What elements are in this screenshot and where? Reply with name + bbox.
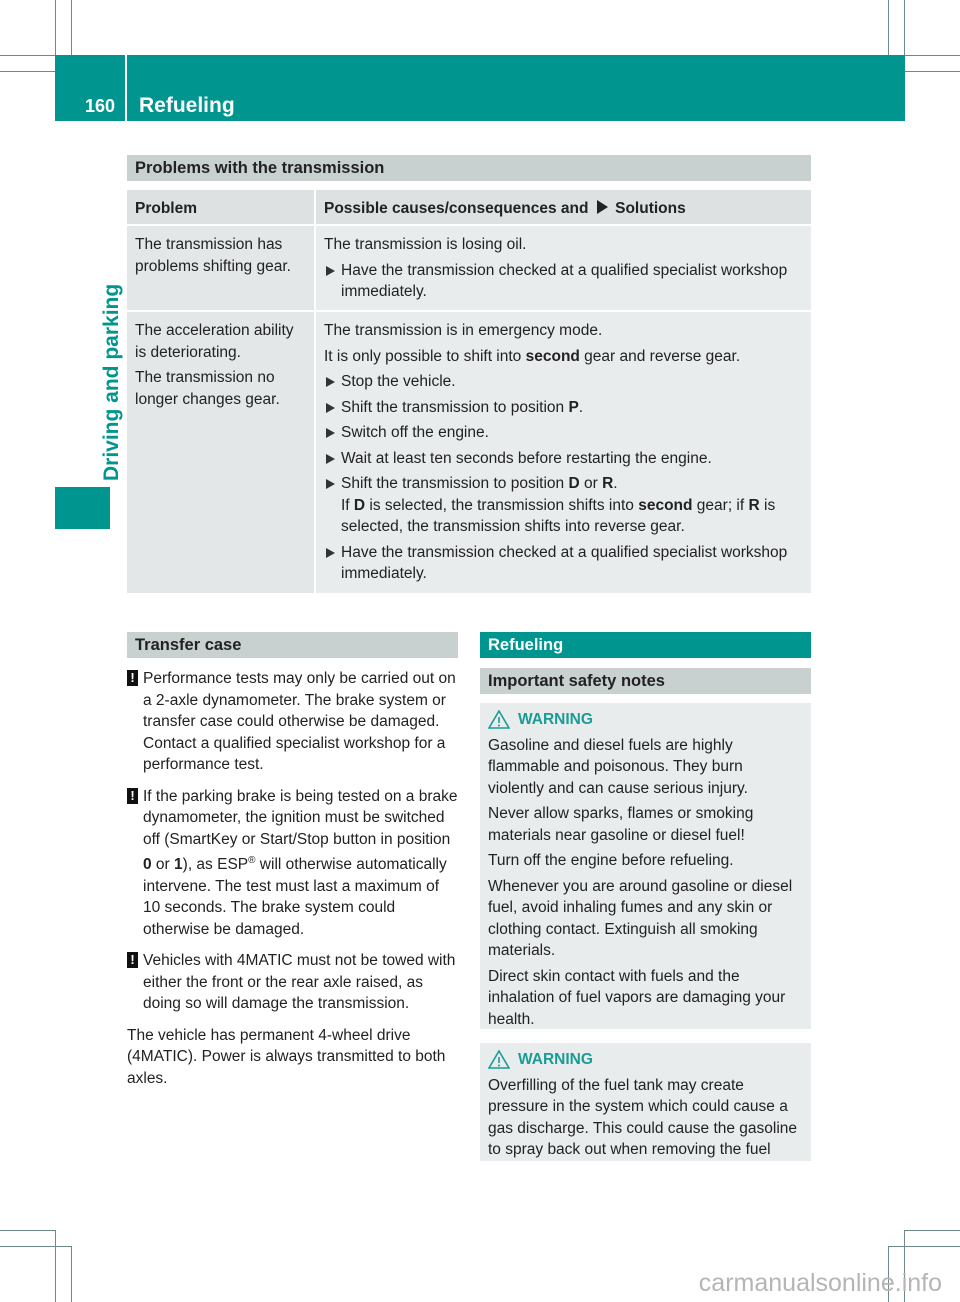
- crop-mark: [888, 0, 889, 55]
- table-row-1-problem: The transmission has problems shifting gear.: [127, 226, 314, 310]
- warning-triangle-icon: [488, 1050, 510, 1069]
- warning-header: [488, 709, 803, 731]
- warning-label: WARNING: [518, 711, 593, 728]
- safety-notes-heading: Important safety notes: [480, 668, 811, 694]
- body-text: The vehicle has permanent 4-wheel drive (4MATIC). Power is always transmitted to both axles.: [127, 1026, 446, 1087]
- step: Have the transmission checked at a qualified specialist workshop immediately.: [324, 542, 803, 585]
- crop-mark: [71, 1246, 72, 1302]
- note: ! Performance tests may only be carried out on a 2-axle dynamometer. The brake system or transfer case could otherwise be damaged. Contact a qualified specialist workshop for a performance test.: [127, 668, 460, 776]
- note: ! Vehicles with 4MATIC must not be towed with either the front or the rear axle raised, as doing so will damage the transmission.: [127, 950, 460, 1015]
- warning-label: WARNING: [518, 1051, 593, 1068]
- side-tab: [55, 121, 123, 529]
- problem-text: The transmission no longer changes gear.: [135, 369, 280, 408]
- cause-text: The transmission is losing oil.: [324, 236, 527, 253]
- crop-mark: [905, 1230, 960, 1231]
- column-header-text: Possible causes/consequences and: [324, 200, 589, 217]
- warning-text: Direct skin contact with fuels and the inhalation of fuel vapors are damaging your health.: [488, 967, 786, 1028]
- step: Stop the vehicle.: [324, 371, 803, 393]
- crop-mark: [55, 0, 56, 55]
- crop-mark: [0, 1230, 55, 1231]
- crop-mark: [904, 0, 905, 55]
- problem-text: The acceleration ability is deteriorating.: [135, 322, 294, 361]
- warning-box-1: [480, 703, 811, 1029]
- crop-mark: [71, 0, 72, 55]
- warning-text: Whenever you are around gasoline or diesel fuel, avoid inhaling fumes and any skin or clothing contact. Extinguish all smoking materials.: [488, 877, 793, 959]
- chapter-header: [127, 55, 905, 121]
- bullet-arrow-icon: [326, 266, 335, 276]
- crop-mark: [0, 71, 55, 72]
- exclamation-icon: !: [127, 952, 138, 968]
- step: Shift the transmission to position D or R. If D is selected, the transmission shifts into second gear; if R is selected, the transmission shifts into reverse gear.: [324, 473, 803, 538]
- note: ! If the parking brake is being tested on a brake dynamometer, the ignition must be switched off (SmartKey or Start/Stop button in position 0 or 1), as ESP® will otherwise automatically intervene. The test must last a maximum of 10 seconds. The brake system could otherwise be damaged.: [127, 786, 460, 941]
- crop-mark: [905, 71, 960, 72]
- warning-header: [488, 1049, 803, 1071]
- column-header-problem: Problem: [127, 190, 314, 224]
- side-tab-marker: [55, 487, 110, 529]
- watermark: carmanualsonline.info: [698, 1269, 942, 1297]
- transfer-case-heading: Transfer case: [127, 632, 458, 658]
- column-header-solutions: [314, 190, 811, 224]
- bullet-arrow-icon: [326, 428, 335, 438]
- crop-mark: [905, 55, 960, 56]
- step: [324, 260, 803, 303]
- bullet-arrow-icon: [326, 454, 335, 464]
- refueling-heading: Refueling: [480, 632, 811, 658]
- bullet-arrow-icon: [326, 548, 335, 558]
- crop-mark: [55, 1230, 56, 1302]
- warning-text: Gasoline and diesel fuels are highly flammable and poisonous. They burn violently and can cause serious injury.: [488, 736, 748, 797]
- side-tab-label: Driving and parking: [100, 283, 123, 481]
- table-title: Problems with the transmission: [127, 155, 811, 181]
- step: Wait at least ten seconds before restarting the engine.: [324, 448, 803, 470]
- page-number-box: [55, 55, 125, 121]
- cause-text: The transmission is in emergency mode.: [324, 322, 603, 339]
- exclamation-icon: !: [127, 788, 138, 804]
- table-row-1-solution: [314, 226, 811, 310]
- exclamation-icon: !: [127, 670, 138, 686]
- table-row-2-problem: [127, 312, 314, 593]
- crop-mark: [0, 1246, 71, 1247]
- warning-box-2: [480, 1043, 811, 1161]
- bullet-arrow-icon: [326, 479, 335, 489]
- crop-mark: [0, 55, 55, 56]
- page-title: Refueling: [139, 93, 235, 117]
- warning-text: Never allow sparks, flames or smoking materials near gasoline or diesel fuel!: [488, 805, 754, 844]
- transfer-case-section: [127, 668, 460, 1093]
- page-number: 160: [84, 95, 115, 116]
- step: Switch off the engine.: [324, 422, 803, 444]
- warning-triangle-icon: [488, 710, 510, 729]
- bullet-arrow-icon: [326, 403, 335, 413]
- warning-text: Turn off the engine before refueling.: [488, 852, 734, 869]
- table-row-2-solution: [314, 312, 811, 593]
- cause-text: It is only possible to shift into second gear and reverse gear.: [324, 347, 741, 365]
- step-text: Have the transmission checked at a qualified specialist workshop immediately.: [341, 261, 788, 300]
- arrow-icon: [597, 200, 608, 214]
- bullet-arrow-icon: [326, 377, 335, 387]
- transmission-table: [127, 190, 811, 593]
- warning-text: Overfilling of the fuel tank may create pressure in the system which could cause a gas discharge. This could cause the gasoline to spray back out when removing the fuel: [488, 1076, 798, 1158]
- step: Shift the transmission to position P.: [324, 397, 803, 419]
- column-header-text: Solutions: [615, 200, 686, 217]
- crop-mark: [888, 1246, 960, 1247]
